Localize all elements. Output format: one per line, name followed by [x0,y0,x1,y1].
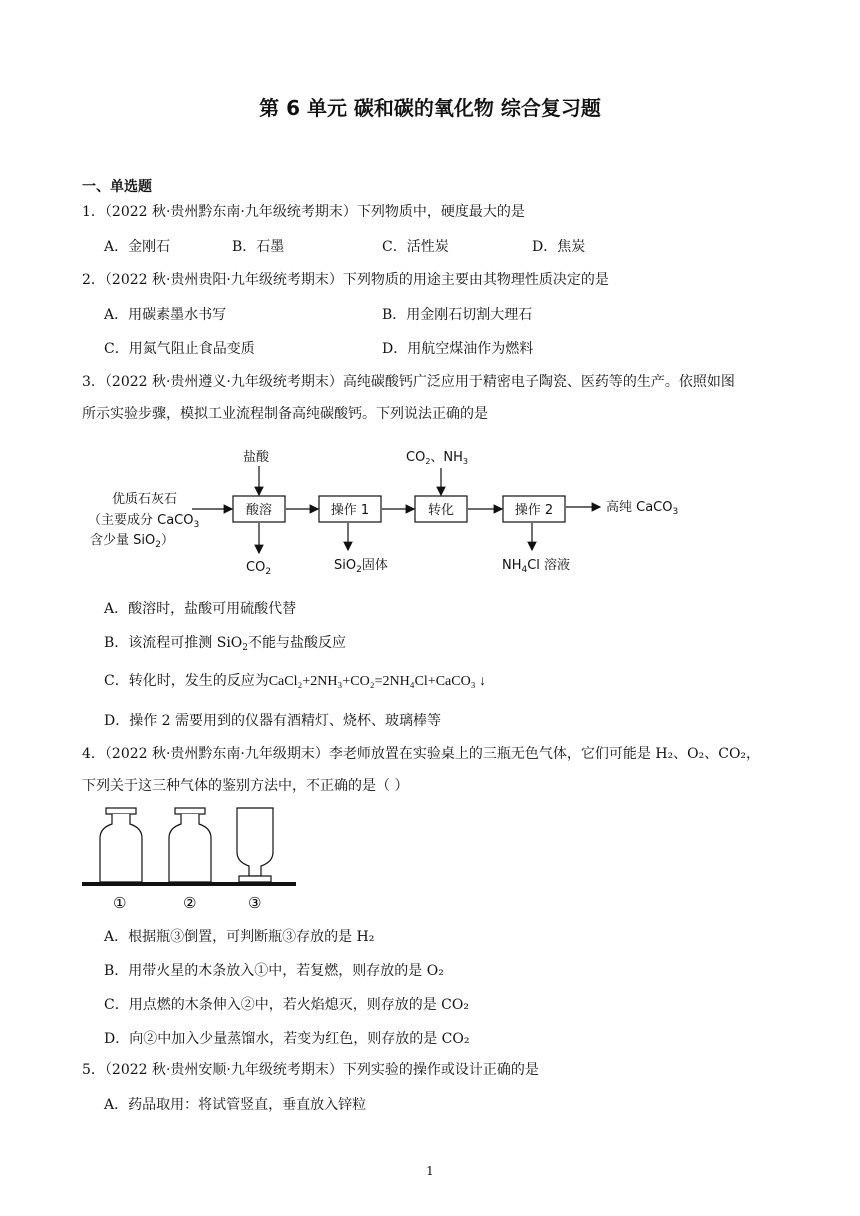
process-flow-diagram [88,442,700,582]
flow-hcl-label: 盐酸 [243,450,270,465]
q1-option-c: C．活性炭 [382,239,449,255]
gas-bottles-figure [80,806,304,918]
flow-co2-nh3-label: $CO_2$、$NH_3$ [406,450,469,466]
section-heading: 一、单选题 [82,179,152,195]
q4-option-d: D．向②中加入少量蒸馏水，若变为红色，则存放的是 CO₂ [104,1031,470,1047]
q4-option-b: B．用带火星的木条放入①中，若复燃，则存放的是 O₂ [104,963,444,979]
question-4-stem-line1: 4．（2022 秋·贵州黔东南·九年级期末）李老师放置在实验桌上的三瓶无色气体，它们可能是 H₂、O₂、CO₂， [82,746,761,762]
q1-option-b: B．石墨 [232,239,285,255]
flow-product: 高纯 CaCO$_3$ [606,500,679,517]
q2-option-c: C．用氮气阻止食品变质 [104,341,255,357]
q3-option-b: B．该流程可推测 SiO$_2$不能与盐酸反应 [104,635,347,653]
q3-option-c: C．转化时，发生的反应为CaCl₂+2NH₃+CO₂=2NH₄Cl+CaCO₃ ↓ [104,673,487,689]
question-1-stem: 1．（2022 秋·贵州黔东南·九年级统考期末）下列物质中，硬度最大的是 [82,204,525,220]
flow-box4-label: 操作 2 [514,503,554,518]
q4-option-c: C．用点燃的木条伸入②中，若火焰熄灭，则存放的是 CO₂ [104,997,469,1013]
flow-input-line3: 含少量 SiO$_2$） [90,533,174,550]
page-number: 1 [426,1164,434,1178]
bottle-3-label: ③ [248,894,262,912]
q3-option-a: A．酸溶时，盐酸可用硫酸代替 [104,601,297,617]
bottle-2-label: ② [183,894,197,912]
bottle-1-icon [100,808,142,882]
question-3-stem-line1: 3．（2022 秋·贵州遵义·九年级统考期末）高纯碳酸钙广泛应用于精密电子陶瓷、医药等的生产。依照如图 [82,374,735,390]
q3-option-d: D．操作 2 需要用到的仪器有酒精灯、烧杯、玻璃棒等 [104,713,442,729]
question-2-stem: 2．（2022 秋·贵州贵阳·九年级统考期末）下列物质的用途主要由其物理性质决定的是 [82,272,609,288]
bottle-1-label: ① [113,894,127,912]
q1-option-d: D．焦炭 [532,239,586,255]
bottle-3-inverted-icon [237,808,273,882]
q1-option-a: A．金刚石 [104,239,171,255]
q2-option-a: A．用碳素墨水书写 [104,307,227,323]
q2-option-b: B．用金刚石切割大理石 [382,307,533,323]
flow-input-line2: （主要成分 CaCO$_3$ [88,513,200,530]
page-title: 第 6 单元 碳和碳的氧化物 综合复习题 [259,96,601,120]
flow-box3-label: 转化 [427,503,455,518]
flow-co2-out: $CO_2$ [246,560,272,577]
question-5-stem: 5．（2022 秋·贵州安顺·九年级统考期末）下列实验的操作或设计正确的是 [82,1062,539,1078]
q4-option-a: A．根据瓶③倒置，可判断瓶③存放的是 H₂ [104,929,375,945]
flow-sio2-out: SiO$_2$固体 [334,558,388,575]
q5-option-a: A．药品取用：将试管竖直，垂直放入锌粒 [104,1097,367,1113]
bottle-2-icon [169,808,211,882]
flow-box1-label: 酸溶 [245,503,273,518]
flow-nh4cl-out: $NH_4Cl$ 溶液 [502,558,571,575]
flow-input-line1: 优质石灰石 [112,492,178,507]
q2-option-d: D．用航空煤油作为燃料 [382,341,534,357]
table-surface [82,882,296,886]
question-4-stem-line2: 下列关于这三种气体的鉴别方法中，不正确的是（ ） [82,778,409,794]
question-3-stem-line2: 所示实验步骤，模拟工业流程制备高纯碳酸钙。下列说法正确的是 [82,406,488,422]
flow-box2-label: 操作 1 [330,503,370,518]
